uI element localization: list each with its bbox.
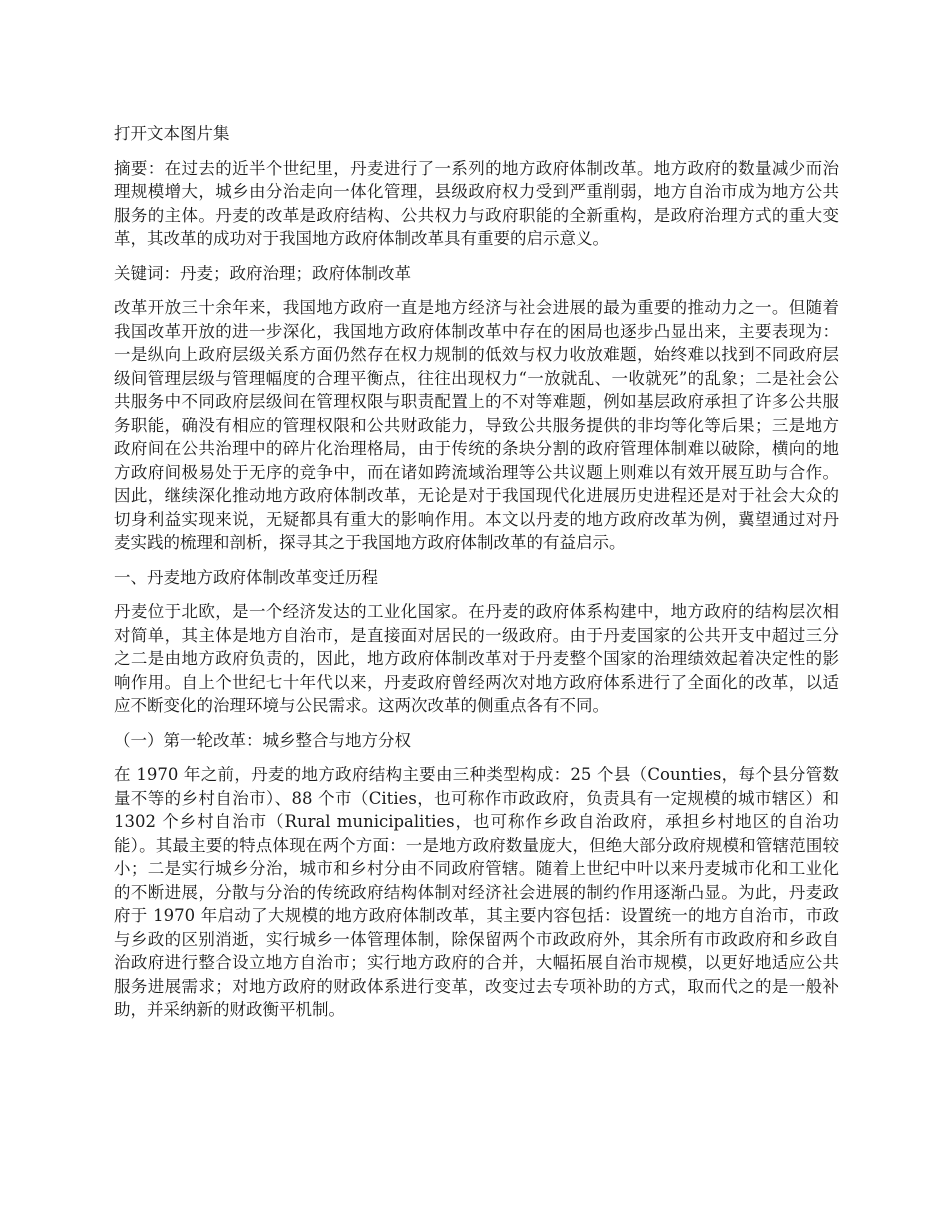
abstract-paragraph: 摘要：在过去的近半个世纪里，丹麦进行了一系列的地方政府体制改革。地方政府的数量减少而治理规模增大，城乡由分治走向一体化管理，县级政府权力受到严重削弱，地方自治市成为地方公共服务的主体。丹麦的改革是政府结构、公共权力与政府职能的全新重构，是政府治理方式的重大变革，其改革的成功对于我国地方政府体制改革具有重要的启示意义。 [114,158,839,248]
subsection-1-paragraph: 在 1970 年之前，丹麦的地方政府结构主要由三种类型构成：25 个县（Counties，每个县分管数量不等的乡村自治市）、88 个市（Cities，也可称作市政政府，负责具有一定规模的城市辖区）和 1302 个乡村自治市（Rural municipalities，也可称作乡政自治政府，承担乡村地区的自治功能）。其最主要的特点体现在两个方面：一是地方政府数量庞大，但绝大部分政府规模和管辖范围较小；二是实行城乡分治，城市和乡村分由不同政府管辖。随着上世纪中叶以来丹麦城市化和工业化的不断进展，分散与分治的传统政府结构体制对经济社会进展的制约作用逐渐凸显。为此，丹麦政府于 1970 年启动了大规模的地方政府体制改革，其主要内容包括：设置统一的地方自治市，市政与乡政的区别消逝，实行城乡一体管理体制，除保留两个市政政府外，其余所有市政政府和乡政自治政府进行整合设立地方自治市；实行地方政府的合并，大幅拓展自治市规模，以更好地适应公共服务进展需求；对地方政府的财政体系进行变革，改变过去专项补助的方式，取而代之的是一般补助，并采纳新的财政衡平机制。 [114,765,839,1019]
section-1-paragraph: 丹麦位于北欧，是一个经济发达的工业化国家。在丹麦的政府体系构建中，地方政府的结构层次相对简单，其主体是地方自治市，是直接面对居民的一级政府。由于丹麦国家的公共开支中超过三分之二是由地方政府负责的，因此，地方政府体制改革对于丹麦整个国家的治理绩效起着决定性的影响作用。自上个世纪七十年代以来，丹麦政府曾经两次对地方政府体系进行了全面化的改革，以适应不断变化的治理环境与公民需求。这两次改革的侧重点各有不同。 [114,602,839,715]
section-1-heading: 一、丹麦地方政府体制改革变迁历程 [114,567,378,587]
document-title: 打开文本图片集 [114,124,230,143]
subsection-1-heading: （一）第一轮改革：城乡整合与地方分权 [114,730,411,750]
keywords-line: 关键词：丹麦；政府治理；政府体制改革 [114,263,411,283]
intro-paragraph: 改革开放三十余年来，我国地方政府一直是地方经济与社会进展的最为重要的推动力之一。但随着我国改革开放的进一步深化，我国地方政府体制改革中存在的困局也逐步凸显出来，主要表现为：一是纵向上政府层级关系方面仍然存在权力规制的低效与权力收放难题，始终难以找到不同政府层级间管理层级与管理幅度的合理平衡点，往往出现权力“一放就乱、一收就死”的乱象；二是社会公共服务中不同政府层级间在管理权限与职责配置上的不对等难题，例如基层政府承担了许多公共服务职能，确没有相应的管理权限和公共财政能力，导致公共服务提供的非均等化等后果；三是地方政府间在公共治理中的碎片化治理格局，由于传统的条块分割的政府管理体制难以破除，横向的地方政府间极易处于无序的竞争中，而在诸如跨流域治理等公共议题上则难以有效开展互助与合作。因此，继续深化推动地方政府体制改革，无论是对于我国现代化进展历史进程还是对于社会大众的切身利益实现来说，无疑都具有重大的影响作用。本文以丹麦的地方政府改革为例，冀望通过对丹麦实践的梳理和剖析，探寻其之于我国地方政府体制改革的有益启示。 [114,298,839,552]
document-page [114,122,839,1033]
